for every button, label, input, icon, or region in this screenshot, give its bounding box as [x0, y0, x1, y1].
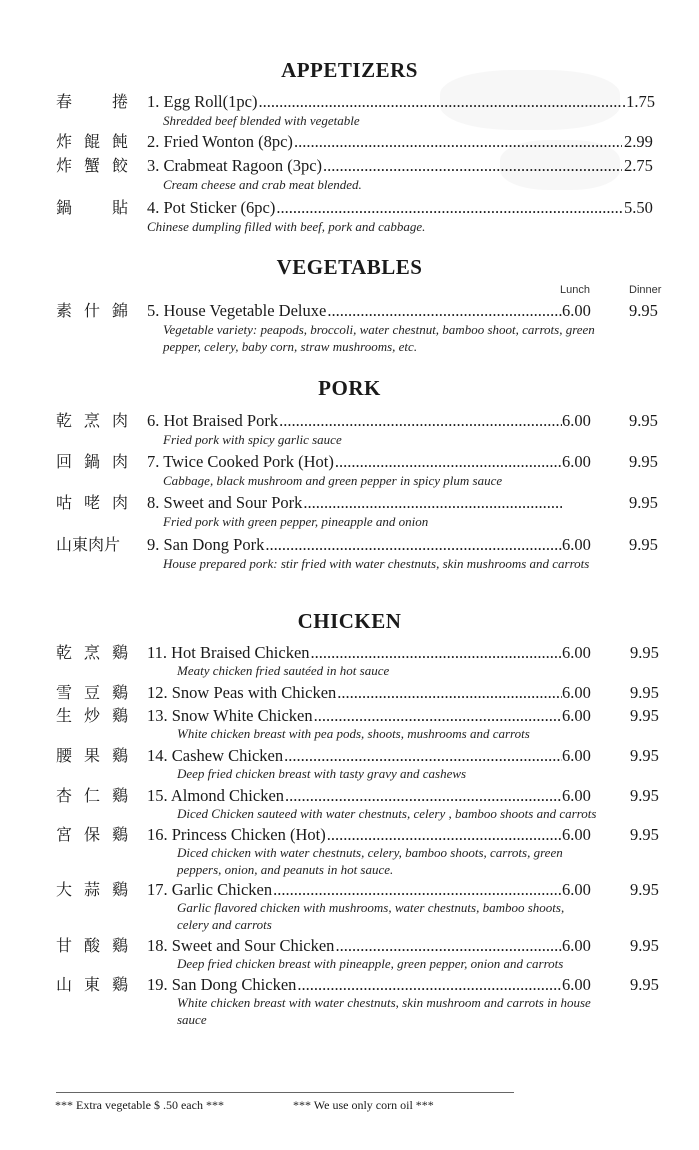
menu-item-san-dong-pork: 9. San Dong Pork ..... [147, 535, 562, 555]
lunch-price: 6.00 [562, 301, 591, 320]
chinese-name: 甘 酸 鷄 [56, 936, 128, 955]
menu-item-hot-braised-chicken: 11. Hot Braised Chicken ..... [147, 643, 562, 663]
menu-item-house-vegetable-deluxe: 5. House Vegetable Deluxe ..... [147, 301, 562, 321]
item-description: Meaty chicken fried sautéed in hot sauce [177, 663, 390, 678]
item-description: Diced Chicken sauteed with water chestnuts, celery , bamboo shoots and carrots [177, 806, 597, 821]
menu-item-pot-sticker: 4. Pot Sticker (6pc) ..... [147, 198, 622, 218]
item-description: Shredded beef blended with vegetable [163, 113, 360, 128]
chinese-name: 大 蒜 鷄 [56, 880, 128, 899]
item-description: Chinese dumpling filled with beef, pork and cabbage. [147, 219, 426, 234]
menu-item-hot-braised-pork: 6. Hot Braised Pork ..... [147, 411, 562, 431]
chinese-name: 宮 保 鷄 [56, 825, 128, 844]
menu-item-twice-cooked-pork: 7. Twice Cooked Pork (Hot) ..... [147, 452, 562, 472]
lunch-price: 6.00 [562, 786, 591, 805]
menu-item-san-dong-chicken: 19. San Dong Chicken ..... [147, 975, 562, 995]
item-price: 5.50 [624, 198, 653, 217]
menu-item-princess-chicken: 16. Princess Chicken (Hot) ..... [147, 825, 562, 845]
section-title-appetizers: APPETIZERS [281, 58, 418, 82]
menu-item-sweet-and-sour-chicken: 18. Sweet and Sour Chicken ..... [147, 936, 562, 956]
lunch-price: 6.00 [562, 535, 591, 554]
dinner-price: 9.95 [629, 493, 658, 512]
chinese-name: 乾 烹 肉 [56, 411, 128, 430]
dinner-price: 9.95 [630, 786, 659, 805]
item-description: Diced chicken with water chestnuts, celery, bamboo shoots, carrots, green peppers, onion, and peanuts in hot sauce. [177, 845, 563, 877]
menu-item-cashew-chicken: 14. Cashew Chicken ..... [147, 746, 562, 766]
dinner-price: 9.95 [630, 683, 659, 702]
item-price: 2.75 [624, 156, 653, 175]
lunch-price: 6.00 [562, 452, 591, 471]
dinner-price: 9.95 [629, 535, 658, 554]
menu-item-almond-chicken: 15. Almond Chicken ..... [147, 786, 562, 806]
chinese-name: 山東肉片 [56, 535, 121, 554]
item-description: Garlic flavored chicken with mushrooms, water chestnuts, bamboo shoots, celery and carrots [177, 900, 565, 932]
chinese-name: 炸 蟹 餃 [56, 156, 128, 175]
lunch-price: 6.00 [562, 643, 591, 662]
footer-divider [56, 1092, 514, 1093]
lunch-price: 6.00 [562, 706, 591, 725]
item-description: Vegetable variety: peapods, broccoli, water chestnut, bamboo shoot, carrots, green pepper, celery, baby corn, straw mushrooms, etc. [163, 322, 595, 354]
dinner-price: 9.95 [630, 746, 659, 765]
dinner-price: 9.95 [630, 706, 659, 725]
menu-item-snow-peas-chicken: 12. Snow Peas with Chicken ..... [147, 683, 562, 703]
menu-item-snow-white-chicken: 13. Snow White Chicken ..... [147, 706, 562, 726]
chinese-name: 素 什 錦 [56, 301, 128, 320]
chinese-name: 回 鍋 肉 [56, 452, 128, 471]
item-description: White chicken breast with pea pods, shoots, mushrooms and carrots [177, 726, 530, 741]
dinner-price: 9.95 [629, 452, 658, 471]
dinner-price: 9.95 [630, 936, 659, 955]
dinner-price: 9.95 [630, 643, 659, 662]
column-header-lunch: Lunch [560, 284, 590, 296]
footer-note-extra-vegetable: *** Extra vegetable $ .50 each *** [55, 1098, 224, 1112]
chinese-name: 山 東 鷄 [56, 975, 128, 994]
lunch-price: 6.00 [562, 746, 591, 765]
section-title-pork: PORK [318, 376, 381, 400]
dinner-price: 9.95 [630, 975, 659, 994]
chinese-name: 咕 咾 肉 [56, 493, 128, 512]
chinese-name: 雪 豆 鷄 [56, 683, 128, 702]
chinese-name: 腰 果 鷄 [56, 746, 128, 765]
lunch-price: 6.00 [562, 411, 591, 430]
item-description: White chicken breast with water chestnuts, skin mushroom and carrots in house sauce [177, 995, 591, 1027]
item-description: Deep fried chicken breast with tasty gravy and cashews [177, 766, 467, 781]
dinner-price: 9.95 [630, 825, 659, 844]
menu-item-crabmeat-ragoon: 3. Crabmeat Ragoon (3pc) ..... [147, 156, 622, 176]
dinner-price: 9.95 [629, 411, 658, 430]
lunch-price: 6.00 [562, 825, 591, 844]
section-title-vegetables: VEGETABLES [276, 255, 423, 279]
lunch-price: 6.00 [562, 936, 591, 955]
section-title-chicken: CHICKEN [297, 609, 402, 633]
item-description: Deep fried chicken breast with pineapple, green pepper, onion and carrots [177, 956, 564, 971]
menu-item-garlic-chicken: 17. Garlic Chicken ..... [147, 880, 562, 900]
chinese-name: 乾 烹 鷄 [56, 643, 128, 662]
chinese-name: 生 炒 鷄 [56, 706, 128, 725]
column-header-dinner: Dinner [629, 284, 662, 296]
item-price: 2.99 [624, 132, 653, 151]
dinner-price: 9.95 [629, 301, 658, 320]
item-description: Cabbage, black mushroom and green pepper in spicy plum sauce [163, 473, 503, 488]
chinese-name: 春 捲 [56, 92, 128, 111]
item-description: Fried pork with spicy garlic sauce [163, 432, 342, 447]
lunch-price: 6.00 [562, 683, 591, 702]
menu-item-egg-roll: 1. Egg Roll(1pc) ..... [147, 92, 622, 112]
footer-note-corn-oil: *** We use only corn oil *** [293, 1098, 434, 1112]
item-description: Fried pork with green pepper, pineapple and onion [163, 514, 429, 529]
dinner-price: 9.95 [630, 880, 659, 899]
chinese-name: 杏 仁 鷄 [56, 786, 128, 805]
menu-item-sweet-and-sour-pork: 8. Sweet and Sour Pork ..... [147, 493, 562, 513]
menu-item-fried-wonton: 2. Fried Wonton (8pc) ..... [147, 132, 622, 152]
chinese-name: 鍋 貼 [56, 198, 128, 217]
item-price: .1.75 [622, 92, 655, 111]
item-description: Cream cheese and crab meat blended. [163, 177, 362, 192]
chinese-name: 炸 餛 飩 [56, 132, 128, 151]
item-description: House prepared pork: stir fried with water chestnuts, skin mushrooms and carrots [163, 556, 590, 571]
lunch-price: 6.00 [562, 975, 591, 994]
lunch-price: 6.00 [562, 880, 591, 899]
